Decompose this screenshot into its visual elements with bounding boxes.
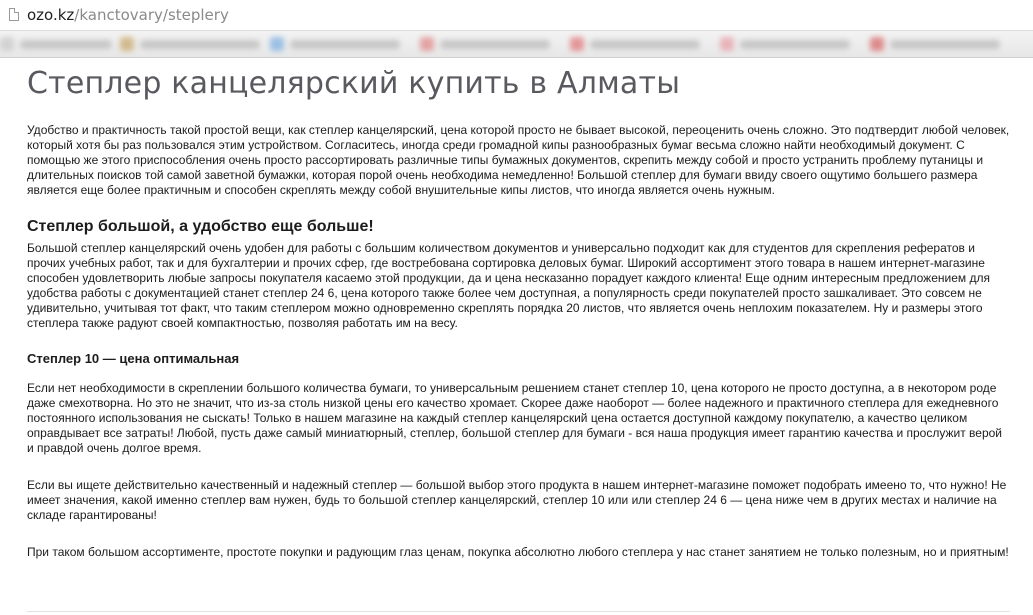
footer-divider [27,611,1010,612]
page-icon [9,8,19,21]
bookmark-favicon-icon [420,37,434,51]
bookmark-item[interactable] [120,36,260,52]
bookmark-item[interactable] [570,36,700,52]
bookmark-item[interactable] [0,36,112,52]
section-heading-large-stapler: Степлер большой, а удобство еще больше! [27,218,374,235]
bookmark-item[interactable] [720,36,850,52]
bookmark-favicon-icon [0,37,14,51]
address-bar[interactable] [0,0,1033,31]
bookmark-favicon-icon [270,37,284,51]
url-host: ozo.kz [27,6,75,24]
bookmarks-bar [0,31,1033,58]
section-heading-stapler-10: Степлер 10 — цена оптимальная [27,351,240,366]
article [27,64,1012,560]
bookmark-favicon-icon [120,37,134,51]
bookmark-favicon-icon [720,37,734,51]
url-text[interactable] [27,6,229,25]
closing-paragraph-2: При таком большом ассортименте, простоте покупки и радующим глаз ценам, покупка абсолютно любого степлера у нас станет занятием не только полезным, но и приятным! [27,545,1009,559]
bookmark-item[interactable] [870,36,1000,52]
bookmark-favicon-icon [570,37,584,51]
url-path: /kanctovary/steplery [74,6,229,24]
section-large-stapler-paragraph: Большой степлер канцелярский очень удобен для работы с большим количеством документов и универсально подходит как для студентов для скрепления рефератов и прочих учебных работ, так и для бухгалтерии и прочих сфер, где востребована сортировка деловых бумаг. Широкий ассортимент этого товара в нашем интернет-магазине способен удовлетворить любые запросы покупателя касаемо этой продукции, да и цена несказанно порадует каждого клиента! Еще одним интересным предложением для удобства работы с документацией станет степлер 24 6, цена которого также более чем доступная, а популярность среди покупателей просто зашкаливает. Это совсем не удивительно, учитывая тот факт, что таким степлером можно одновременно скреплять порядка 20 листов, что является очень неплохим показателем. Ну и размеры этого степлера также радуют своей компактностью, позволяя работать им на весу. [27,241,990,330]
page-title: Степлер канцелярский купить в Алматы [27,66,681,101]
section-stapler-10-paragraph: Если нет необходимости в скреплении большого количества бумаги, то универсальным решением станет степлер 10, цена которого не просто доступна, а в некотором роде даже смехотворна. Но это не значит, что из-за столь низкой цены его качество хромает. Скорее даже наоборот — более надежного и практичного степлера для ежедневного постоянного использования не сыскать! Только в нашем магазине на каждый степлер канцелярский цена остается доступной каждому покупателю, а качество целиком оправдывает все затраты! Любой, пусть даже самый миниатюрный, степлер, большой степлер для бумаги - вся наша продукция имеет гарантию качества и прослужит верой и правдой очень долгое время. [27,381,1002,455]
bookmark-favicon-icon [870,37,884,51]
intro-paragraph: Удобство и практичность такой простой вещи, как степлер канцелярский, цена которой просто не бывает высокой, переоценить очень сложно. Это подтвердит любой человек, который хотя бы раз пользовался этим устройством. Согласитесь, иногда среди громадной кипы разнообразных бумаг весьма сложно найти необходимый документ. С помощью же этого приспособления очень просто рассортировать различные типы бумажных документов, скрепить между собой и просто устранить проблему путаницы и длительных поисков той самой заветной бумажки, которая порой очень необходима немедленно! Большой степлер для бумаги ввиду своего ощутимо большего размера является еще более практичным и способен скреплять между собой внушительные кипы листов, что иногда является очень нужным. [27,123,1010,197]
closing-paragraph-1: Если вы ищете действительно качественный и надежный степлер — большой выбор этого продукта в нашем интернет-магазине поможет подобрать имеено то, что нужно! Не имеет значения, какой именно степлер вам нужен, будь то большой степлер канцелярский, степлер 10 или или степлер 24 6 — цена ниже чем в других местах и наличие на складе гарантированы! [27,478,1007,522]
bookmark-item[interactable] [420,36,550,52]
bookmark-item[interactable] [270,36,400,52]
